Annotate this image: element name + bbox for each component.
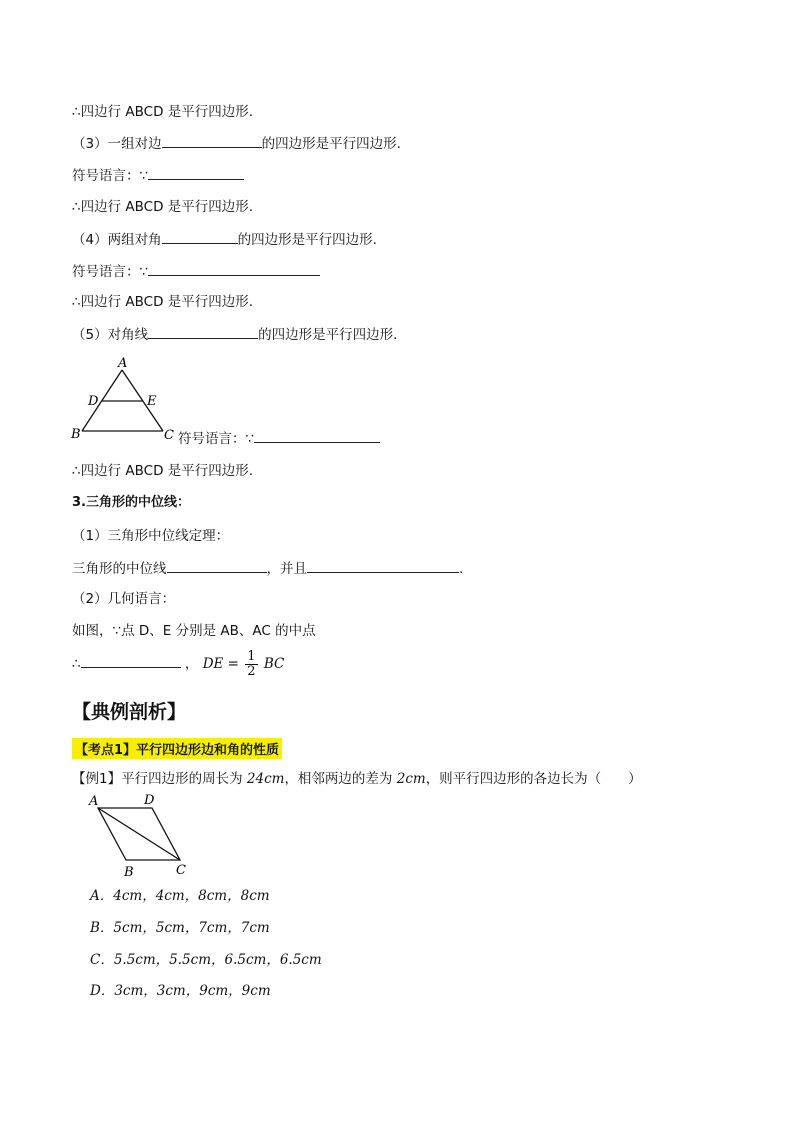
fill-blank[interactable] bbox=[148, 166, 244, 180]
option-b[interactable]: B．5cm，5cm，7cm，7cm bbox=[90, 920, 270, 936]
text: 的四边形是平行四边形. bbox=[237, 232, 377, 248]
label-a: A bbox=[89, 794, 99, 809]
diagonal-ac bbox=[98, 808, 180, 860]
text: （4）两组对角 bbox=[72, 232, 162, 248]
text: 的四边形是平行四边形. bbox=[258, 327, 398, 343]
example-question bbox=[72, 770, 642, 788]
fill-blank[interactable] bbox=[148, 325, 258, 339]
text: ，并且 bbox=[266, 561, 307, 577]
text: 如图，∵点 D、E 分别是 AB、AC 的中点 bbox=[72, 623, 316, 639]
label-c: C bbox=[164, 428, 174, 443]
text: ∴四边行 ABCD 是平行四边形. bbox=[72, 199, 254, 215]
label-e: E bbox=[147, 394, 157, 409]
line-geometry-title bbox=[72, 590, 175, 608]
text: . bbox=[459, 561, 464, 577]
fraction-numerator: 1 bbox=[247, 648, 256, 664]
text: 的四边形是平行四边形. bbox=[261, 136, 401, 152]
fill-blank[interactable] bbox=[162, 134, 262, 148]
line-geometry-conclusion bbox=[72, 648, 284, 680]
text: （3）一组对边 bbox=[72, 136, 162, 152]
text: 符号语言：∵ bbox=[72, 168, 149, 184]
text: 【例1】平行四边形的周长为 bbox=[72, 771, 243, 787]
value: 2cm bbox=[396, 771, 426, 787]
formula-de: DE = bbox=[202, 656, 239, 672]
fill-blank[interactable] bbox=[167, 559, 267, 573]
line-symbol-5 bbox=[178, 429, 380, 448]
fraction-half bbox=[245, 650, 257, 679]
option-d[interactable]: D．3cm，3cm，9cm，9cm bbox=[90, 983, 271, 999]
label-c: C bbox=[176, 863, 186, 878]
line-conclusion-3 bbox=[72, 293, 253, 311]
formula-bc: BC bbox=[263, 656, 285, 672]
line-theorem bbox=[72, 559, 463, 578]
fraction-denominator: 2 bbox=[247, 663, 256, 679]
line-symbol-4 bbox=[72, 262, 320, 281]
subsection-title bbox=[72, 494, 190, 512]
fill-blank[interactable] bbox=[148, 262, 320, 276]
section-title: 【典例剖析】 bbox=[72, 701, 187, 723]
label-d: D bbox=[88, 394, 99, 409]
line-conclusion-1 bbox=[72, 103, 253, 121]
text: ，则平行四边形的各边长为（ ） bbox=[425, 771, 642, 787]
text: ∴四边行 ABCD 是平行四边形. bbox=[72, 104, 254, 120]
text: 3.三角形的中位线： bbox=[72, 495, 190, 510]
parallelogram-figure bbox=[86, 792, 196, 882]
value: 24cm bbox=[246, 771, 285, 787]
text: ∴四边行 ABCD 是平行四边形. bbox=[72, 294, 254, 310]
fill-blank[interactable] bbox=[81, 654, 181, 668]
option-c[interactable]: C．5.5cm，5.5cm，6.5cm，6.5cm bbox=[90, 952, 322, 968]
text: ∴四边行 ABCD 是平行四边形. bbox=[72, 463, 254, 479]
line-conclusion-4 bbox=[72, 462, 253, 480]
line-criterion-3 bbox=[72, 134, 401, 153]
line-criterion-5 bbox=[72, 325, 397, 344]
text: ，相邻两边的差为 bbox=[284, 771, 393, 787]
text: ， bbox=[184, 656, 199, 672]
text: 符号语言：∵ bbox=[72, 264, 149, 280]
triangle-figure bbox=[66, 355, 186, 445]
fill-blank[interactable] bbox=[307, 559, 459, 573]
label-a: A bbox=[118, 356, 128, 371]
kaodian-label: 【考点1】平行四边形边和角的性质 bbox=[72, 738, 282, 759]
text: 三角形的中位线 bbox=[72, 561, 167, 577]
text: （5）对角线 bbox=[72, 327, 149, 343]
line-symbol-3 bbox=[72, 166, 244, 185]
text: （1）三角形中位线定理： bbox=[72, 528, 230, 544]
line-geometry-given bbox=[72, 622, 316, 640]
line-conclusion-2 bbox=[72, 198, 253, 216]
line-theorem-title bbox=[72, 527, 229, 545]
label-b: B bbox=[124, 865, 134, 880]
fill-blank[interactable] bbox=[162, 230, 238, 244]
text: （2）几何语言： bbox=[72, 591, 176, 607]
label-b: B bbox=[71, 427, 81, 442]
fill-blank[interactable] bbox=[254, 429, 380, 443]
text: ∴ bbox=[72, 656, 81, 672]
label-d: D bbox=[144, 793, 155, 808]
option-a[interactable]: A．4cm，4cm，8cm，8cm bbox=[90, 888, 270, 904]
text: 符号语言：∵ bbox=[178, 431, 255, 447]
line-criterion-4 bbox=[72, 230, 377, 249]
